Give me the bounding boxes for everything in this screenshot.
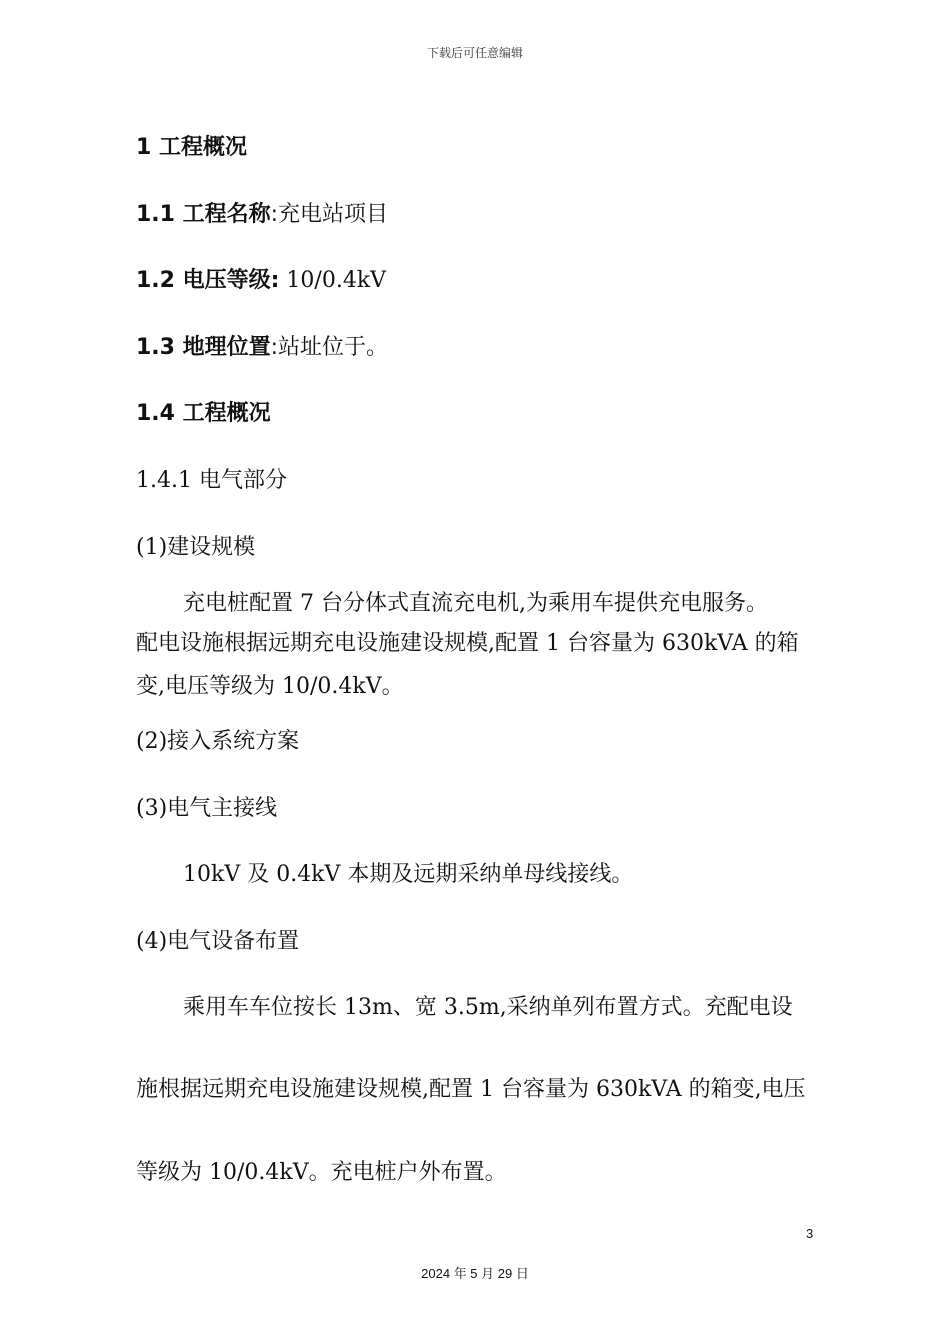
- subsection-title: 1.4 工程概况: [136, 401, 271, 426]
- footer-date: 2024 年 5 月 29 日: [421, 1266, 529, 1281]
- location-label: 1.3 地理位置: [136, 335, 271, 360]
- page-header: 下载后可任意编辑: [426, 46, 523, 60]
- voltage-level-label: 1.2 电压等级:: [136, 268, 280, 293]
- location-value: :站址位于。: [270, 335, 389, 360]
- project-name-label: 1.1 工程名称: [136, 202, 271, 227]
- item-1-line-1: 充电桩配置 7 台分体式直流充电机,为乘用车提供充电服务。: [183, 591, 768, 616]
- section-title: 1 工程概况: [136, 135, 247, 160]
- project-name-row: [136, 200, 388, 230]
- item-1-line-2: 配电设施根据远期充电设施建设规模,配置 1 台容量为 630kVA 的箱: [136, 631, 799, 656]
- electrical-part-heading: 1.4.1 电气部分: [136, 468, 287, 493]
- item-2-heading: (2)接入系统方案: [136, 729, 300, 754]
- location-row: [136, 333, 388, 363]
- item-1-heading: (1)建设规模: [136, 535, 256, 560]
- voltage-level-row: [136, 266, 386, 296]
- item-4-line-3: 等级为 10/0.4kV。充电桩户外布置。: [136, 1160, 507, 1185]
- item-3-heading: (3)电气主接线: [136, 796, 278, 821]
- item-4-heading: (4)电气设备布置: [136, 929, 300, 954]
- item-1-line-3: 变,电压等级为 10/0.4kV。: [136, 674, 404, 699]
- voltage-level-value: 10/0.4kV: [279, 268, 387, 293]
- item-3-line: 10kV 及 0.4kV 本期及远期采纳单母线接线。: [183, 862, 634, 887]
- project-name-value: :充电站项目: [270, 202, 389, 227]
- page-number: 3: [806, 1226, 814, 1241]
- item-4-line-2: 施根据远期充电设施建设规模,配置 1 台容量为 630kVA 的箱变,电压: [136, 1077, 806, 1102]
- item-4-line-1: 乘用车车位按长 13m、宽 3.5m,采纳单列布置方式。充配电设: [183, 995, 793, 1020]
